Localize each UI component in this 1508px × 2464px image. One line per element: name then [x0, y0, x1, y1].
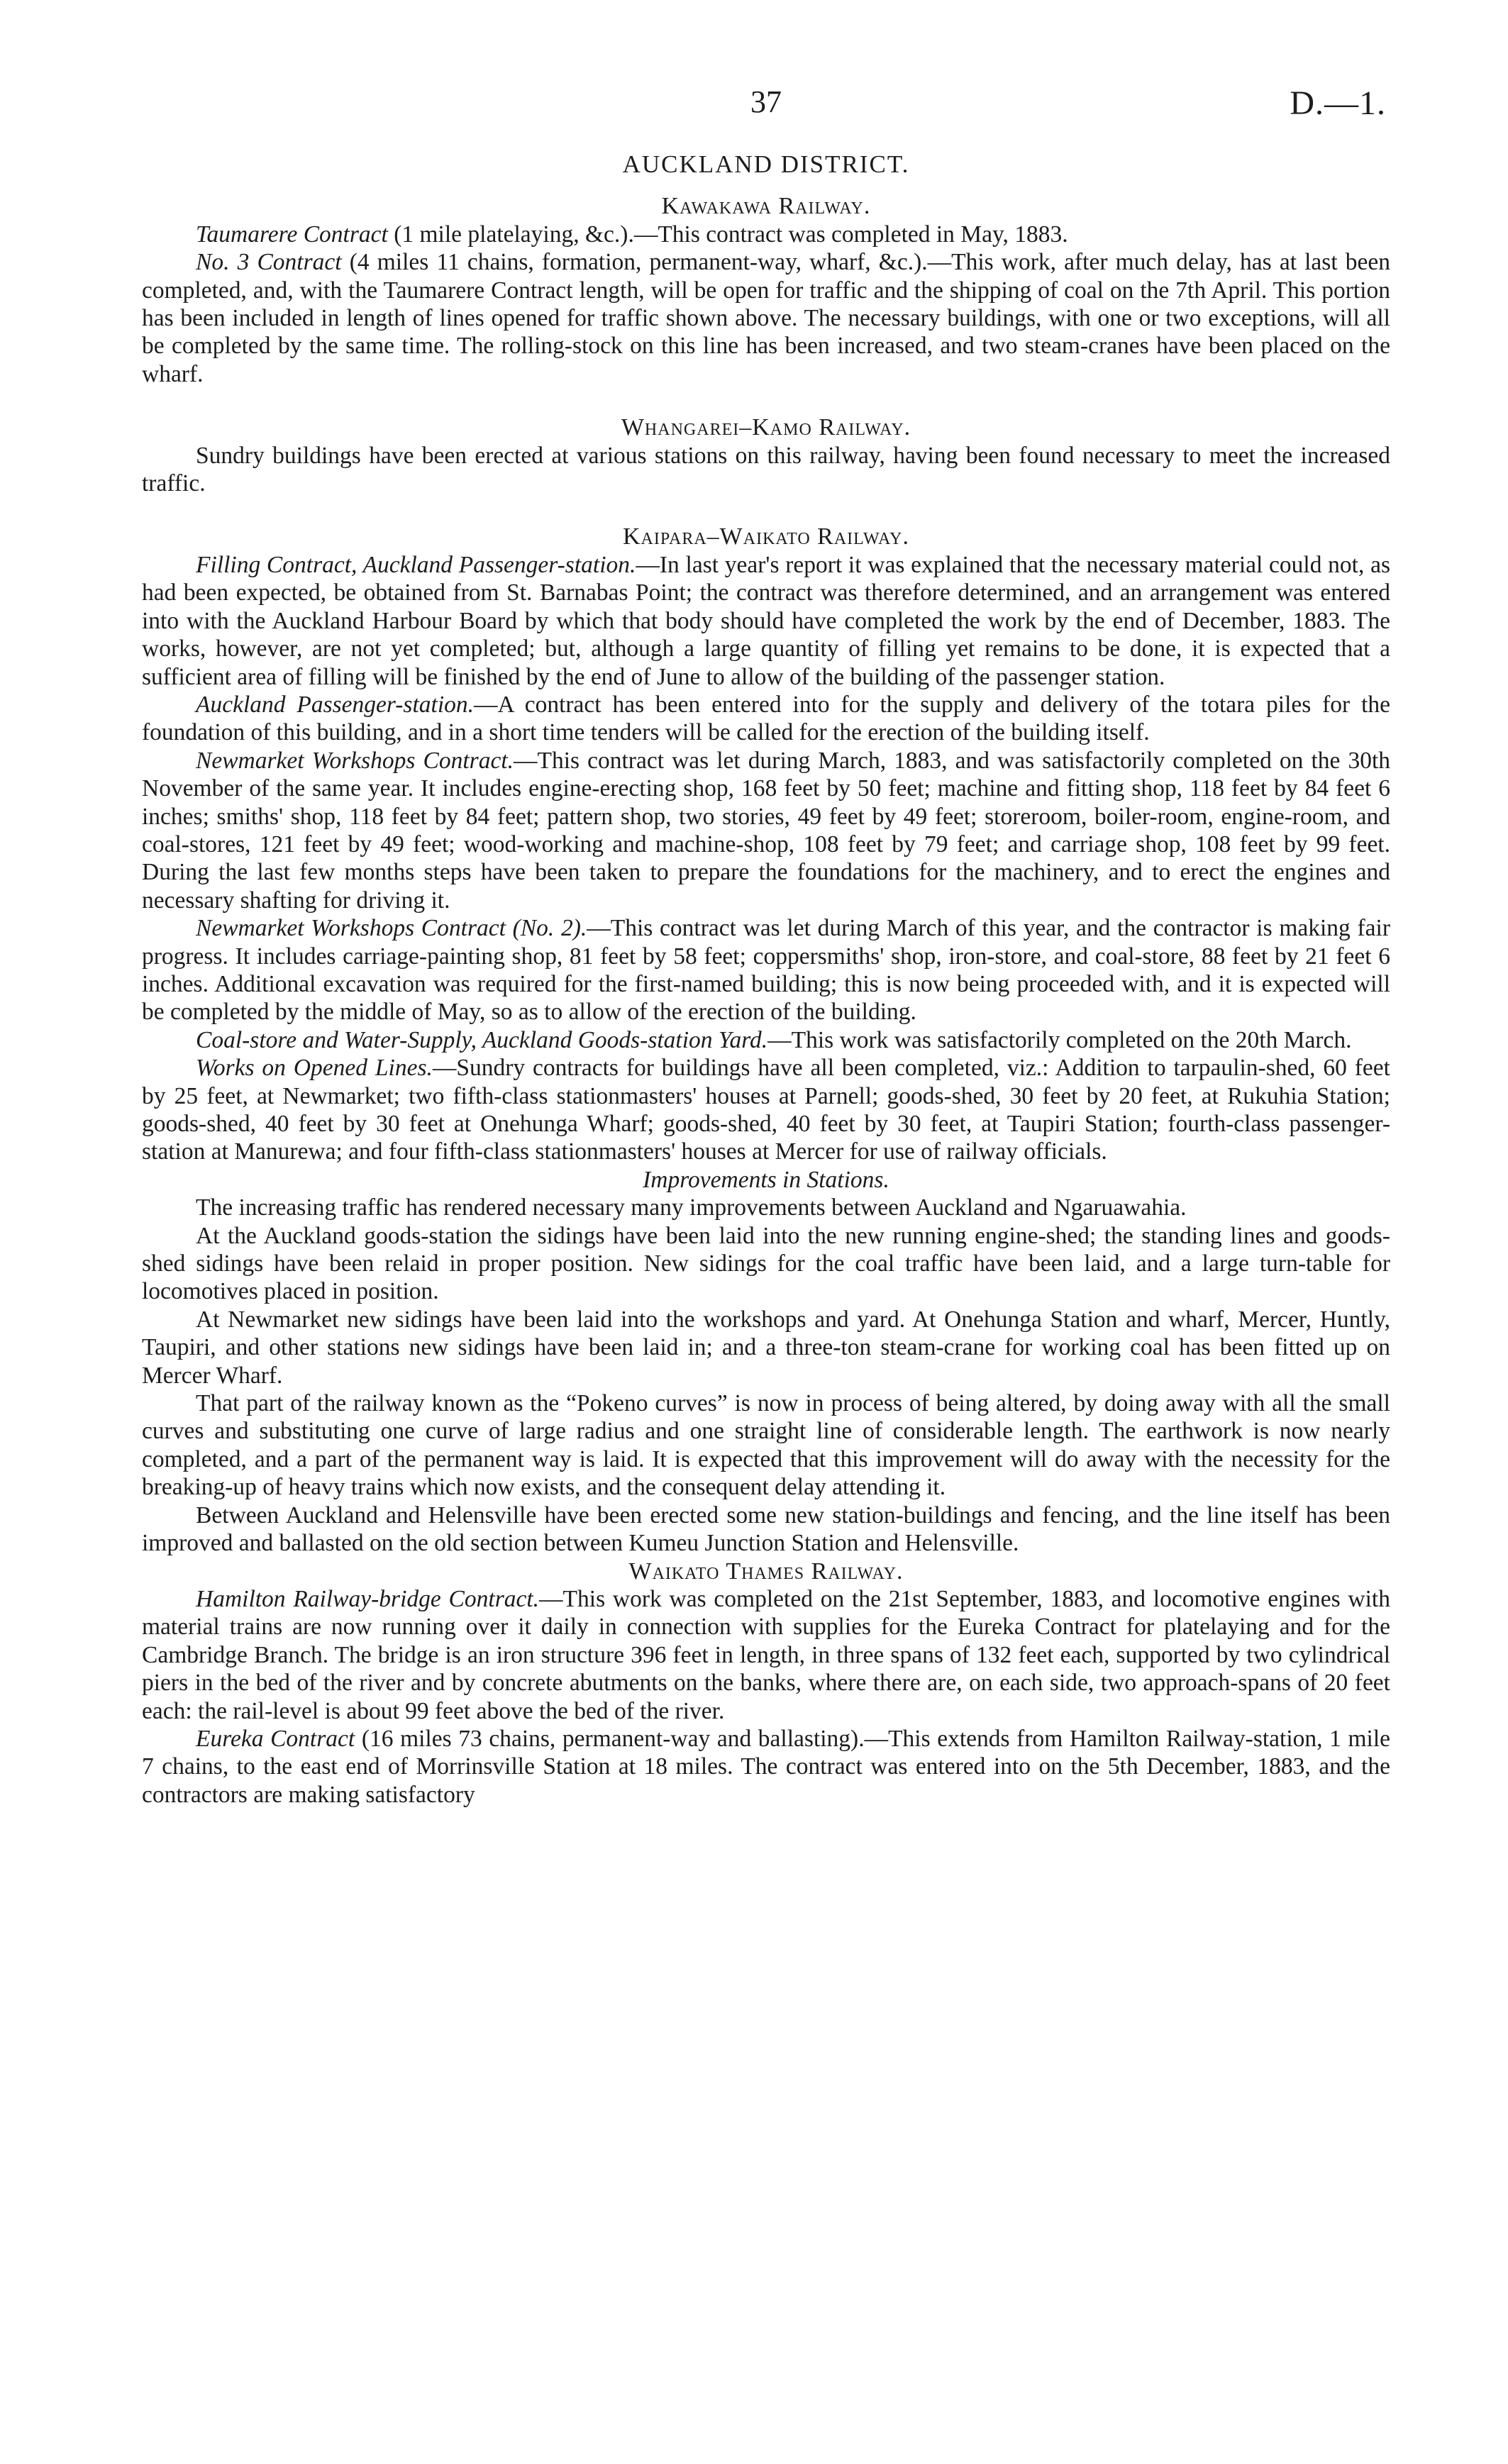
paragraph: [142, 248, 1390, 388]
paragraph: [142, 1585, 1390, 1725]
paragraph-text: Sundry buildings have been erected at various stations on this railway, having been found necessary to meet the increased traffic.: [142, 442, 1390, 497]
paragraph: [142, 1194, 1390, 1221]
paragraph-text: —This work was satisfactorily completed on the 20th March.: [767, 1026, 1352, 1053]
paragraph-text: That part of the railway known as the “Pokeno curves” is now in process of being altered, by doing away with all the small curves and substituting one curve of large radius and one straight line of considerable length. The earthwork is now nearly completed, and a part of the permanent way is laid. It is expected that this improvement will do away with the necessity for the breaking-up of heavy trains which now exists, and the consequent delay attending it.: [142, 1390, 1390, 1501]
paragraph-text: —Sundry contracts for buildings have all been completed, viz.: Addition to tarpaulin-shed, 60 feet by 25 feet, at Newmarket; two fifth-class stationmasters' houses at Parnell; goods-shed, 30 feet by 20 feet, at Rukuhia Station; goods-shed, 40 feet by 30 feet at Onehunga Wharf; goods-shed, 40 feet by 30 feet, at Taupiri Station; fourth-class passenger-station at Manurewa; and four fifth-class stationmasters' houses at Mercer for use of railway officials.: [142, 1055, 1390, 1165]
paragraph: [142, 221, 1390, 248]
section-title-whangarei: Whangarei–Kamo Railway.: [621, 414, 911, 441]
paragraph: [142, 691, 1390, 747]
section-title-kaipara: Kaipara–Waikato Railway.: [622, 523, 909, 550]
paragraph-title: Auckland Passenger-station.: [196, 691, 475, 718]
paragraph-text: The increasing traffic has rendered necessary many improvements between Auckland and Ngaruawahia.: [196, 1194, 1187, 1221]
paragraph-title: Coal-store and Water-Supply, Auckland Goods-station Yard.: [196, 1026, 768, 1053]
paragraph-text: At the Auckland goods-station the sidings have been laid into the new running engine-shed; the standing lines and goods-shed sidings have been relaid in proper position. New sidings for the coal traffic have been laid, and a large turn-table for locomotives placed in position.: [142, 1222, 1390, 1305]
paragraph-title: Eureka Contract: [196, 1725, 355, 1752]
section-title-waikato-thames: Waikato Thames Railway.: [628, 1558, 904, 1585]
paragraph: [142, 551, 1390, 691]
paragraph-text: At Newmarket new sidings have been laid into the workshops and yard. At Onehunga Station and wharf, Mercer, Huntly, Taupiri, and other stations new sidings have been laid in; and a three-ton steam-crane for working coal has been fitted up on Mercer Wharf.: [142, 1306, 1390, 1389]
page-number: 37: [750, 84, 782, 119]
paragraph-title: Newmarket Workshops Contract (No. 2).: [196, 915, 587, 942]
district-title: AUCKLAND DISTRICT.: [622, 150, 910, 178]
paragraph-text: —This work was completed on the 21st September, 1883, and locomotive engines with material trains are now running over it daily in connection with supplies for the Eureka Contract for platelaying and for the Cambridge Branch. The bridge is an iron structure 396 feet in length, in three spans of 132 feet each, supported by two cylindrical piers in the bed of the river and by concrete abutments on the banks, where there are, on each side, two approach-spans of 20 feet each: the rail-level is about 99 feet above the bed of the river.: [142, 1585, 1390, 1724]
paragraph: [142, 1222, 1390, 1306]
paragraph-title: Taumarere Contract: [196, 221, 388, 248]
section-title-kawakawa: Kawakawa Railway.: [661, 193, 871, 220]
paragraph-title: Filling Contract, Auckland Passenger-station.: [196, 551, 636, 578]
paragraph-title: Hamilton Railway-bridge Contract.: [196, 1585, 540, 1612]
document-page: [142, 0, 1390, 2464]
paragraph: [142, 442, 1390, 498]
paragraph-text: Between Auckland and Helensville have been erected some new station-buildings and fencing, and the line itself has been improved and ballasted on the old section between Kumeu Junction Station and Helensville.: [142, 1502, 1390, 1557]
subsection-title-improvements: Improvements in Stations.: [643, 1166, 889, 1193]
paragraph-text: —A contract has been entered into for the supply and delivery of the totara piles for the foundation of this building, and in a short time tenders will be called for the erection of the building itself.: [142, 691, 1391, 746]
paragraph: [142, 1502, 1390, 1558]
paragraph: [142, 1026, 1390, 1054]
page-body: [142, 150, 1390, 1809]
paragraph: [142, 1054, 1390, 1166]
paragraph-text: (4 miles 11 chains, formation, permanent-way, wharf, &c.).—This work, after much delay, has at last been completed, and, with the Taumarere Contract length, will be open for traffic and the shipping of coal on the 7th April. This portion has been included in length of lines opened for traffic shown above. The necessary buildings, with one or two exceptions, will all be completed by the same time. The rolling-stock on this line has been increased, and two steam-cranes have been placed on the wharf.: [142, 249, 1390, 387]
paragraph: [142, 747, 1390, 914]
paragraph-text: —This contract was let during March, 1883, and was satisfactorily completed on the 30th November of the same year. It includes engine-erecting shop, 168 feet by 50 feet; machine and fitting shop, 118 feet by 84 feet 6 inches; smiths' shop, 118 feet by 84 feet; pattern shop, two stories, 49 feet by 49 feet; storeroom, boiler-room, engine-room, and coal-stores, 121 feet by 49 feet; wood-working and machine-shop, 108 feet by 79 feet; and carriage shop, 108 feet by 99 feet. During the last few months steps have been taken to prepare the foundations for the machinery, and to erect the engines and necessary shafting for driving it.: [142, 747, 1390, 914]
paragraph-text: —In last year's report it was explained that the necessary material could not, as had been expected, be obtained from St. Barnabas Point; the contract was therefore determined, and an arrangement was entered into with the Auckland Harbour Board by which that body should have completed the work by the end of December, 1883. The works, however, are not yet completed; but, although a large quantity of filling yet remains to be done, it is expected that a sufficient area of filling will be finished by the end of June to allow of the building of the passenger station.: [142, 551, 1390, 690]
paragraph: [142, 1725, 1390, 1809]
document-reference: D.—1.: [1290, 84, 1386, 122]
paragraph-text: (16 miles 73 chains, permanent-way and ballasting).—This extends from Hamilton Railway-station, 1 mile 7 chains, to the east end of Morrinsville Station at 18 miles. The contract was entered into on the 5th December, 1883, and the contractors are making satisfactory: [142, 1725, 1391, 1808]
paragraph-text: —This contract was let during March of this year, and the contractor is making fair progress. It includes carriage-painting shop, 81 feet by 58 feet; coppersmiths' shop, iron-store, and coal-store, 88 feet by 21 feet 6 inches. Additional excavation was required for the first-named building; this is now being proceeded with, and it is expected will be completed by the middle of May, so as to allow of the erection of the building.: [142, 915, 1390, 1026]
paragraph: [142, 1389, 1390, 1502]
paragraph: [142, 1306, 1390, 1389]
paragraph-title: No. 3 Contract: [196, 249, 342, 276]
paragraph-title: Works on Opened Lines.: [196, 1055, 433, 1082]
page-header: [142, 84, 1390, 126]
paragraph: [142, 914, 1390, 1026]
paragraph-text: (1 mile platelaying, &c.).—This contract was completed in May, 1883.: [387, 221, 1068, 248]
paragraph-title: Newmarket Workshops Contract.: [196, 747, 514, 774]
